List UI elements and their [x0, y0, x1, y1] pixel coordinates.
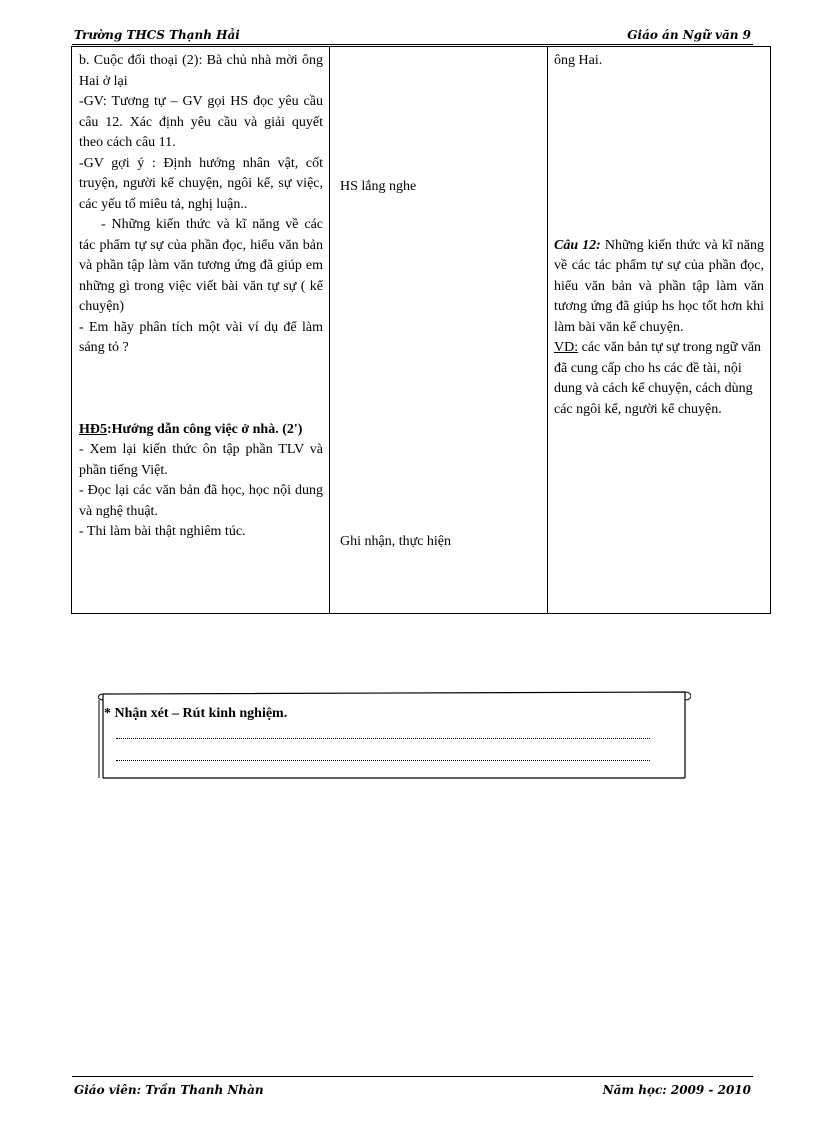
- school-year: Năm học: 2009 - 2010: [602, 1083, 751, 1097]
- content-cell: [548, 47, 771, 614]
- question-12-text: Những kiến thức và kĩ năng về các tác phẩm tự sự của phần đọc, hiểu văn bản và phần tập làm văn tương ứng đã giúp hs học tốt hơn khi làm bài văn kể chuyện.: [554, 237, 764, 335]
- review-title: * Nhận xét – Rút kinh nghiệm.: [104, 706, 288, 721]
- review-scroll-box: [97, 688, 691, 780]
- student-note: Ghi nhận, thực hiện: [340, 534, 452, 549]
- hd5-heading: [79, 420, 323, 441]
- knowledge-question: - Những kiến thức và kĩ năng về các tác phẩm tự sự của phần đọc, hiểu văn bản và phần tập làm văn tương ứng đã giúp em những gì trong việc viết bài văn tự sự ( kể chuyện): [79, 217, 323, 314]
- answer-continuation: ông Hai.: [554, 53, 603, 68]
- example-label: VD:: [554, 340, 579, 355]
- gv-suggestion: -GV gợi ý : Định hướng nhân vật, cốt truyện, người kể chuyện, ngôi kể, sự việc, các yếu tố miêu tả, nghị luận..: [79, 155, 323, 212]
- student-listen: HS lắng nghe: [340, 179, 417, 194]
- question-12-answer: [554, 236, 764, 339]
- school-name: Trường THCS Thạnh Hải: [74, 28, 240, 42]
- student-activity-cell: [330, 47, 548, 614]
- analysis-question: - Em hãy phân tích một vài ví dụ để làm sáng tỏ ?: [79, 319, 323, 355]
- review-line: [116, 738, 650, 739]
- gv-instruction: -GV: Tương tự – GV gọi HS đọc yêu cầu câu 12. Xác định yêu cầu và giải quyết theo cách câu 11.: [79, 94, 323, 150]
- example-answer: [554, 338, 764, 420]
- homework-item: - Xem lại kiến thức ôn tập phần TLV và phần tiếng Việt.: [79, 442, 323, 478]
- teacher-activity-cell: [72, 47, 330, 614]
- page-footer: [72, 1076, 753, 1101]
- example-text: các văn bản tự sự trong ngữ văn đã cung cấp cho hs các đề tài, nội dung và cách kể chuyện, cách dùng các ngôi kể, người kể chuyện.: [554, 340, 762, 417]
- page-header: [72, 26, 753, 45]
- homework-item: - Thi làm bài thật nghiêm túc.: [79, 524, 246, 539]
- scroll-frame-shape: [97, 688, 691, 780]
- hd5-title: :Hướng dẫn công việc ở nhà. (2'): [107, 421, 303, 437]
- question-12-label: Câu 12:: [554, 237, 601, 253]
- lesson-table: [71, 46, 771, 614]
- subject-name: Giáo án Ngữ văn 9: [627, 28, 751, 42]
- dialogue-2-heading: b. Cuộc đối thoại (2): Bà chủ nhà mời ông Hai ở lại: [79, 53, 323, 89]
- hd5-label: HĐ5: [79, 421, 107, 437]
- table-row: [72, 47, 771, 614]
- teacher-name: Giáo viên: Trần Thanh Nhàn: [74, 1083, 264, 1097]
- homework-item: - Đọc lại các văn bản đã học, học nội dung và nghệ thuật.: [79, 483, 323, 519]
- review-line: [116, 760, 650, 761]
